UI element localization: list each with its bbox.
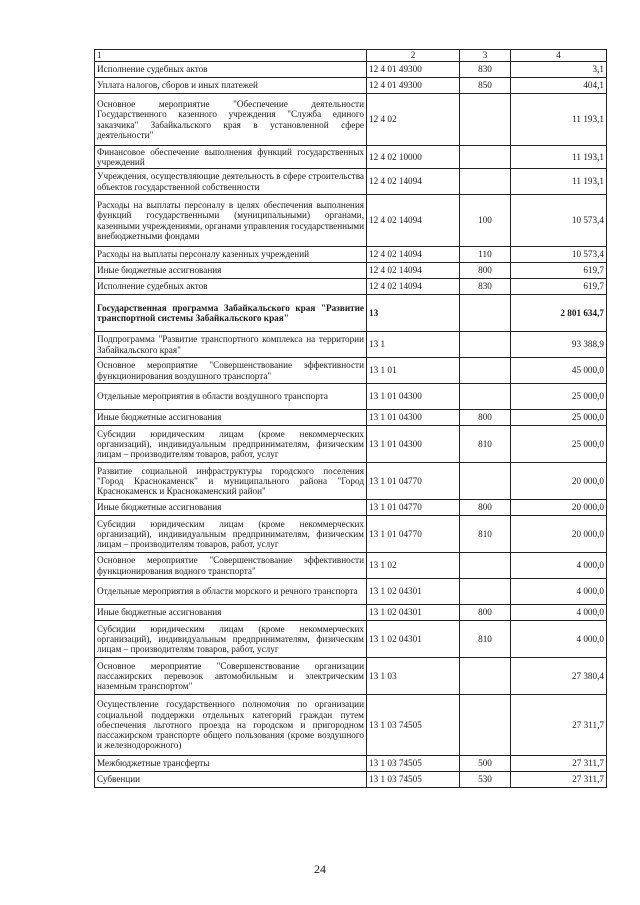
table-row <box>95 263 607 279</box>
row-code-cell: 12 4 01 49300 <box>367 78 460 94</box>
row-code-cell: 13 1 03 74505 <box>367 756 460 772</box>
row-amount-cell: 619,7 <box>511 263 607 279</box>
row-name-cell: Расходы на выплаты персоналу казенных учреждений <box>95 247 367 263</box>
row-name-cell: Финансовое обеспечение выполнения функций государственных учреждений <box>95 146 367 169</box>
row-amount-cell: 45 000,0 <box>511 358 607 384</box>
row-code-cell: 13 1 01 04300 <box>367 426 460 463</box>
row-code-cell: 12 4 02 14094 <box>367 247 460 263</box>
row-code-cell: 13 1 03 <box>367 658 460 695</box>
row-amount-cell: 20 000,0 <box>511 500 607 516</box>
row-code-cell: 12 4 02 14094 <box>367 169 460 195</box>
row-amount-cell: 2 801 634,7 <box>511 295 607 332</box>
row-amount-cell: 3,1 <box>511 62 607 78</box>
table-row <box>95 579 607 605</box>
row-code-cell: 13 1 01 04300 <box>367 410 460 426</box>
table-row <box>95 621 607 658</box>
row-type-cell: 810 <box>460 426 511 463</box>
row-code-cell: 13 1 02 04301 <box>367 605 460 621</box>
table-row <box>95 553 607 579</box>
row-amount-cell: 20 000,0 <box>511 463 607 500</box>
table-row <box>95 78 607 94</box>
row-code-cell: 13 1 03 74505 <box>367 772 460 788</box>
row-type-cell <box>460 658 511 695</box>
row-type-cell: 810 <box>460 621 511 658</box>
row-name-cell: Субсидии юридическим лицам (кроме некоммерческих организаций), индивидуальным предпринимателям, физическим лицам – производителям товаров, работ, услуг <box>95 621 367 658</box>
table-row <box>95 332 607 358</box>
row-type-cell: 800 <box>460 605 511 621</box>
row-code-cell: 12 4 02 14094 <box>367 279 460 295</box>
row-amount-cell: 25 000,0 <box>511 384 607 410</box>
row-code-cell: 13 1 01 04770 <box>367 500 460 516</box>
table-row <box>95 695 607 756</box>
row-type-cell: 530 <box>460 772 511 788</box>
table-row <box>95 463 607 500</box>
table-header-row <box>95 50 607 62</box>
row-type-cell: 830 <box>460 279 511 295</box>
table-row <box>95 279 607 295</box>
row-name-cell: Отдельные мероприятия в области морского и речного транспорта <box>95 579 367 605</box>
row-code-cell: 13 1 02 04301 <box>367 621 460 658</box>
table-row <box>95 410 607 426</box>
table-row <box>95 516 607 553</box>
row-code-cell: 12 4 02 10000 <box>367 146 460 169</box>
row-code-cell: 12 4 02 14094 <box>367 263 460 279</box>
row-type-cell <box>460 94 511 146</box>
row-type-cell: 100 <box>460 195 511 247</box>
header-col-2: 2 <box>367 50 460 62</box>
table-row <box>95 195 607 247</box>
row-code-cell: 13 1 03 74505 <box>367 695 460 756</box>
row-amount-cell: 25 000,0 <box>511 426 607 463</box>
table-row <box>95 605 607 621</box>
row-code-cell: 13 1 01 04300 <box>367 384 460 410</box>
row-name-cell: Межбюджетные трансферты <box>95 756 367 772</box>
row-code-cell: 12 4 02 <box>367 94 460 146</box>
row-amount-cell: 27 311,7 <box>511 756 607 772</box>
table-row <box>95 169 607 195</box>
row-name-cell: Исполнение судебных актов <box>95 62 367 78</box>
row-name-cell: Основное мероприятие "Совершенствование эффективности функционирования водного транспорта" <box>95 553 367 579</box>
row-type-cell: 800 <box>460 500 511 516</box>
row-type-cell <box>460 146 511 169</box>
row-type-cell: 800 <box>460 263 511 279</box>
row-amount-cell: 11 193,1 <box>511 146 607 169</box>
row-type-cell <box>460 384 511 410</box>
table-row <box>95 426 607 463</box>
row-code-cell: 13 1 01 04770 <box>367 516 460 553</box>
row-name-cell: Иные бюджетные ассигнования <box>95 500 367 516</box>
table-row <box>95 94 607 146</box>
row-name-cell: Основное мероприятие "Совершенствование эффективности функционирования воздушного транспорта" <box>95 358 367 384</box>
row-amount-cell: 10 573,4 <box>511 247 607 263</box>
row-name-cell: Уплата налогов, сборов и иных платежей <box>95 78 367 94</box>
row-name-cell: Иные бюджетные ассигнования <box>95 263 367 279</box>
row-type-cell: 110 <box>460 247 511 263</box>
row-type-cell: 800 <box>460 410 511 426</box>
row-amount-cell: 4 000,0 <box>511 621 607 658</box>
row-type-cell <box>460 169 511 195</box>
row-amount-cell: 10 573,4 <box>511 195 607 247</box>
page-number: 24 <box>314 862 326 876</box>
header-col-4: 4 <box>511 50 607 62</box>
table-row <box>95 500 607 516</box>
row-amount-cell: 404,1 <box>511 78 607 94</box>
table-row <box>95 772 607 788</box>
table-row <box>95 756 607 772</box>
row-code-cell: 12 4 02 14094 <box>367 195 460 247</box>
row-amount-cell: 27 311,7 <box>511 695 607 756</box>
row-name-cell: Иные бюджетные ассигнования <box>95 605 367 621</box>
row-name-cell: Субвенции <box>95 772 367 788</box>
row-code-cell: 12 4 01 49300 <box>367 62 460 78</box>
table-row <box>95 146 607 169</box>
row-amount-cell: 27 311,7 <box>511 772 607 788</box>
row-code-cell: 13 1 02 <box>367 553 460 579</box>
row-name-cell: Исполнение судебных актов <box>95 279 367 295</box>
row-type-cell <box>460 358 511 384</box>
row-type-cell: 850 <box>460 78 511 94</box>
row-name-cell: Расходы на выплаты персоналу в целях обеспечения выполнения функций государственными (муниципальными) органами, казенными учреждениями, органами управления государственными внебюджетными фондами <box>95 195 367 247</box>
row-type-cell: 810 <box>460 516 511 553</box>
row-amount-cell: 20 000,0 <box>511 516 607 553</box>
row-code-cell: 13 1 01 <box>367 358 460 384</box>
row-name-cell: Учреждения, осуществляющие деятельность в сфере строительства объектов государственной собственности <box>95 169 367 195</box>
row-name-cell: Отдельные мероприятия в области воздушного транспорта <box>95 384 367 410</box>
table-row <box>95 62 607 78</box>
table-row <box>95 358 607 384</box>
row-code-cell: 13 <box>367 295 460 332</box>
row-name-cell: Осуществление государственного полномочия по организации социальной поддержки отдельных категорий граждан путем обеспечения льготного проезда на городском и пригородном пассажирском транспорте общего пользования (кроме воздушного и железнодорожного) <box>95 695 367 756</box>
row-type-cell <box>460 332 511 358</box>
header-col-3: 3 <box>460 50 511 62</box>
row-name-cell: Развитие социальной инфраструктуры городского поселения "Город Краснокаменск" и муниципального района "Город Краснокаменск и Краснокаменский район" <box>95 463 367 500</box>
row-type-cell <box>460 579 511 605</box>
row-amount-cell: 4 000,0 <box>511 605 607 621</box>
row-name-cell: Иные бюджетные ассигнования <box>95 410 367 426</box>
row-type-cell: 500 <box>460 756 511 772</box>
row-type-cell: 830 <box>460 62 511 78</box>
table-row <box>95 384 607 410</box>
row-amount-cell: 11 193,1 <box>511 169 607 195</box>
row-type-cell <box>460 695 511 756</box>
row-amount-cell: 27 380,4 <box>511 658 607 695</box>
row-name-cell: Основное мероприятие "Совершенствование организации пассажирских перевозок автомобильным и электрическим наземным транспортом" <box>95 658 367 695</box>
table-row <box>95 247 607 263</box>
row-amount-cell: 4 000,0 <box>511 553 607 579</box>
row-name-cell: Субсидии юридическим лицам (кроме некоммерческих организаций), индивидуальным предпринимателям, физическим лицам – производителям товаров, работ, услуг <box>95 426 367 463</box>
row-name-cell: Субсидии юридическим лицам (кроме некоммерческих организаций), индивидуальным предпринимателям, физическим лицам – производителям товаров, работ, услуг <box>95 516 367 553</box>
row-amount-cell: 25 000,0 <box>511 410 607 426</box>
row-name-cell: Государственная программа Забайкальского края "Развитие транспортной системы Забайкальского края" <box>95 295 367 332</box>
table-row <box>95 295 607 332</box>
row-code-cell: 13 1 01 04770 <box>367 463 460 500</box>
row-amount-cell: 11 193,1 <box>511 94 607 146</box>
row-amount-cell: 619,7 <box>511 279 607 295</box>
row-code-cell: 13 1 <box>367 332 460 358</box>
row-type-cell <box>460 295 511 332</box>
budget-table <box>94 49 607 788</box>
row-type-cell <box>460 553 511 579</box>
header-col-1: 1 <box>95 50 367 62</box>
row-code-cell: 13 1 02 04301 <box>367 579 460 605</box>
row-amount-cell: 4 000,0 <box>511 579 607 605</box>
row-amount-cell: 93 388,9 <box>511 332 607 358</box>
row-name-cell: Основное мероприятие "Обеспечение деятельности Государственного казенного учреждения "Служба единого заказчика" Забайкальского края в установленной сфере деятельности" <box>95 94 367 146</box>
row-name-cell: Подпрограмма "Развитие транспортного комплекса на территории Забайкальского края" <box>95 332 367 358</box>
row-type-cell <box>460 463 511 500</box>
table-row <box>95 658 607 695</box>
